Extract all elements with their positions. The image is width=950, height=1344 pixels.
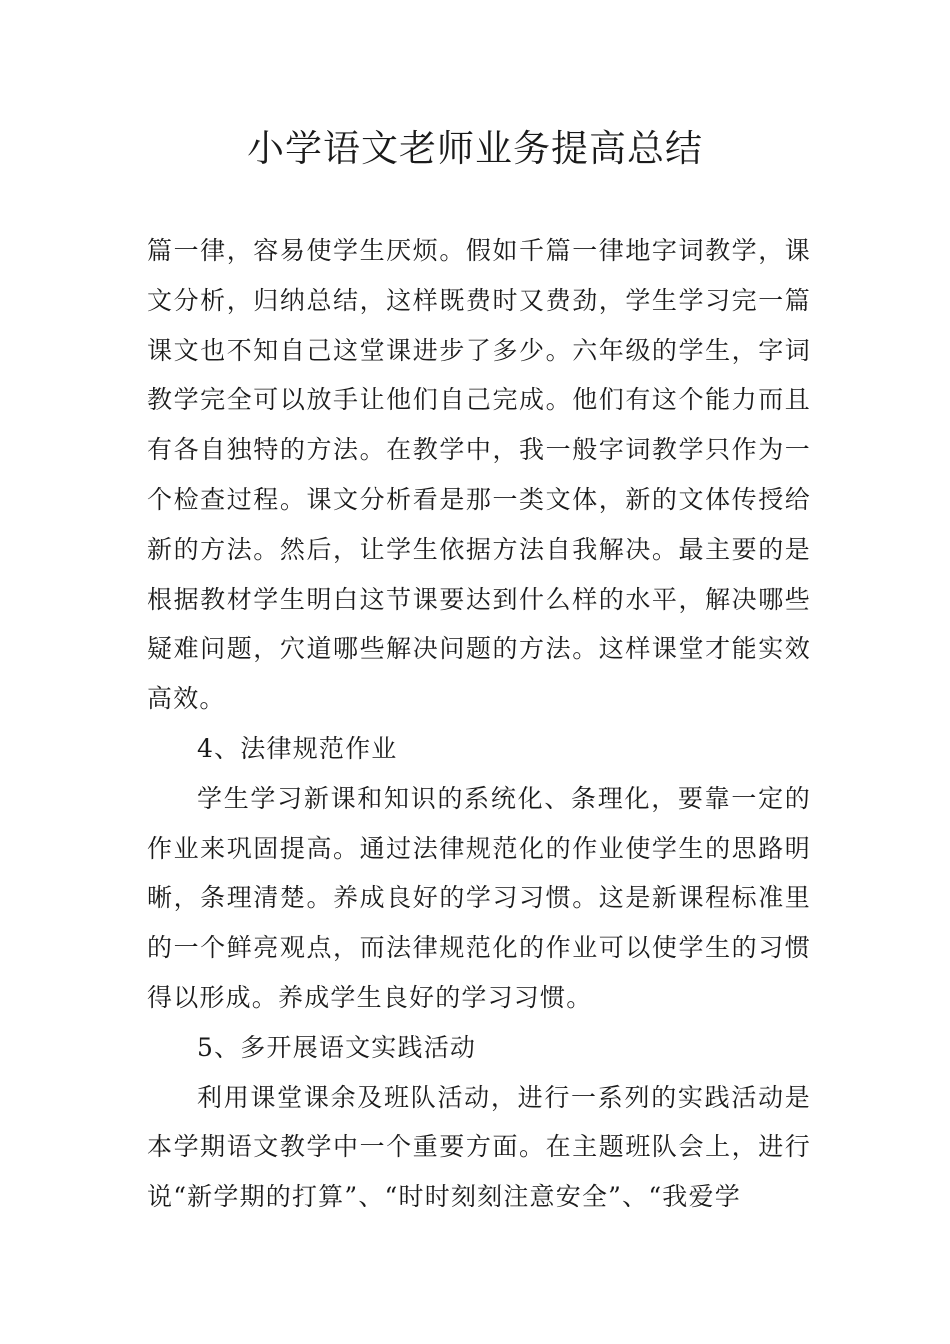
document-body bbox=[147, 226, 811, 1222]
document-title: 小学语文老师业务提高总结 bbox=[247, 127, 703, 170]
paragraph-3: 利用课堂课余及班队活动，进行一系列的实践活动是本学期语文教学中一个重要方面。在主题班队会上，进行说“新学期的打算”、“时时刻刻注意安全”、“我爱学 bbox=[147, 1082, 811, 1212]
paragraph-2: 学生学习新课和知识的系统化、条理化，要靠一定的作业来巩固提高。通过法律规范化的作业使学生的思路明晰，条理清楚。养成良好的学习习惯。这是新课程标准里的一个鲜亮观点，而法律规范化的作业可以使学生的习惯得以形成。养成学生良好的学习习惯。 bbox=[147, 783, 811, 1012]
section-heading-5: 5、多开展语文实践活动 bbox=[197, 1032, 477, 1062]
paragraph-1: 篇一律，容易使学生厌烦。假如千篇一律地字词教学，课文分析，归纳总结，这样既费时又费劲，学生学习完一篇课文也不知自己这堂课进步了多少。六年级的学生，字词教学完全可以放手让他们自己完成。他们有这个能力而且有各自独特的方法。在教学中，我一般字词教学只作为一个检查过程。课文分析看是那一类文体，新的文体传授给新的方法。然后，让学生依据方法自我解决。最主要的是根据教材学生明白这节课要达到什么样的水平，解决哪些疑难问题，穴道哪些解决问题的方法。这样课堂才能实效高效。 bbox=[147, 236, 811, 714]
section-heading-4: 4、法律规范作业 bbox=[197, 733, 398, 763]
